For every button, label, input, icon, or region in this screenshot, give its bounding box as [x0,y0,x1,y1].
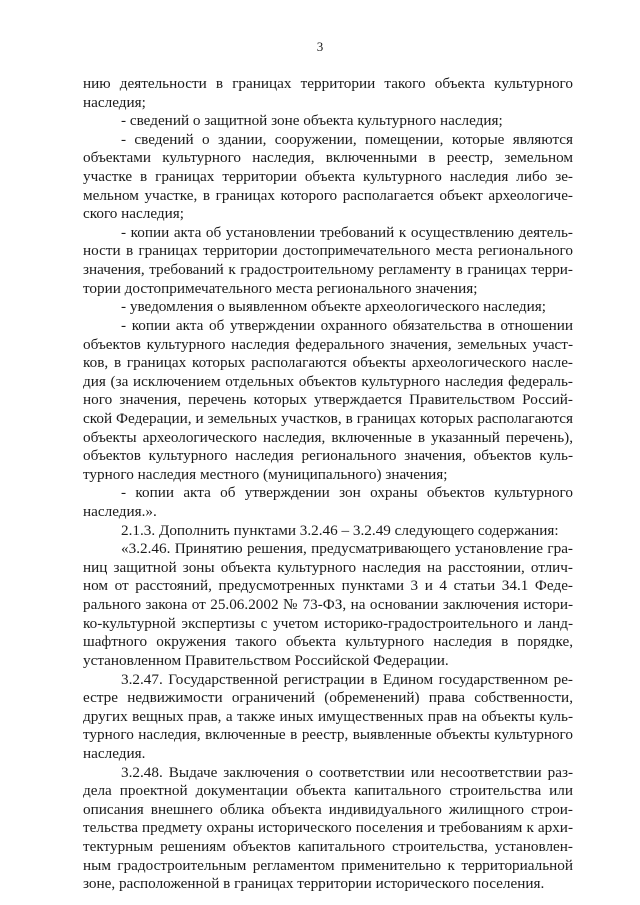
text-line: турного наследия местного (муниципального) значения; [83,465,448,483]
text-line: ности в границах территории достопримечательного места регионального [83,242,573,260]
text-line: объекты археологического наследия, включенные в указанный перечень), [83,428,573,446]
text-line: объектов культурного наследия регионального значения, объектов куль- [83,447,573,465]
text-line: «3.2.46. Принятию решения, предусматривающего установление гра- [121,540,573,558]
text-line: 3.2.47. Государственной регистрации в Едином государственном ре- [121,670,573,688]
text-line: - сведений о здании, сооружении, помещении, которые являются [121,130,573,148]
text-line: объектов культурного наследия федерального значения, земельных участ- [83,335,573,353]
text-line: наследия; [83,93,146,111]
text-line: тории достопримечательного места регионального значения; [83,279,478,297]
text-line: наследия.». [83,503,157,521]
text-line: рального закона от 25.06.2002 № 73-ФЗ, на основании заключения истори- [83,596,573,614]
text-line: 3.2.48. Выдаче заключения о соответствии или несоответствии раз- [121,763,573,781]
text-line: естре недвижимости ограничений (обременений) права собственности, [83,689,573,707]
text-line: ным градостроительным регламентом применительно к территориальной [83,856,573,874]
document-body [83,75,573,894]
text-line: - уведомления о выявленном объекте археологического наследия; [121,298,546,316]
text-line: ского наследия; [83,205,184,223]
text-line: установленном Правительством Российской Федерации. [83,651,449,669]
text-line: объектами культурного наследия, включенными в реестр, земельном [83,149,573,167]
text-line: шафтного окружения такого объекта культурного наследия в порядке, [83,633,573,651]
text-line: тельства предмету охраны исторического поселения и требованиям к архи- [83,819,573,837]
text-line: ном от расстояний, предусмотренных пунктами 3 и 4 статьи 34.1 Феде- [83,577,573,595]
text-line: участке в границах территории объекта культурного наследия либо зе- [83,168,573,186]
text-line: значения, требований к градостроительному регламенту в границах терри- [83,261,573,279]
text-line: тектурным решениям объектов капитального строительства, установлен- [83,837,573,855]
text-line: - сведений о защитной зоне объекта культурного наследия; [121,112,503,130]
text-line: нию деятельности в границах территории такого объекта культурного [83,75,573,92]
page-number: 3 [316,39,324,54]
text-line: других вещных прав, а также иных имущественных прав на объекты куль- [83,707,573,725]
text-line: - копии акта об установлении требований к осуществлению деятель- [121,223,573,241]
text-line: 2.1.3. Дополнить пунктами 3.2.46 – 3.2.49 следующего содержания: [121,521,559,539]
text-line: наследия. [83,744,146,762]
text-line: - копии акта об утверждении зон охраны объектов культурного [121,484,573,502]
text-line: дия (за исключением отдельных объектов культурного наследия федераль- [83,372,573,390]
text-line: ков, в границах которых располагаются объекты археологического насле- [83,354,573,372]
text-line: мельном участке, в границах которого располагается объект археологиче- [83,186,573,204]
text-line: ного значения, перечень которых утверждается Правительством Россий- [83,391,573,409]
text-line: - копии акта об утверждении охранного обязательства в отношении [121,316,573,334]
text-line: ко-культурной экспертизы с учетом историко-градостроительного и ланд- [83,614,573,632]
text-line: описания внешнего облика объекта индивидуального жилищного строи- [83,800,573,818]
text-line: турного наследия, включенные в реестр, выявленные объекты культурного [83,726,573,744]
text-line: ской Федерации, и земельных участков, в границах которых располагаются [83,409,573,427]
text-line: дела проектной документации объекта капитального строительства или [83,782,573,800]
text-line: зоне, расположенной в границах территории исторического поселения. [83,875,545,893]
text-line: ниц защитной зоны объекта культурного наследия на расстоянии, отлич- [83,558,573,576]
